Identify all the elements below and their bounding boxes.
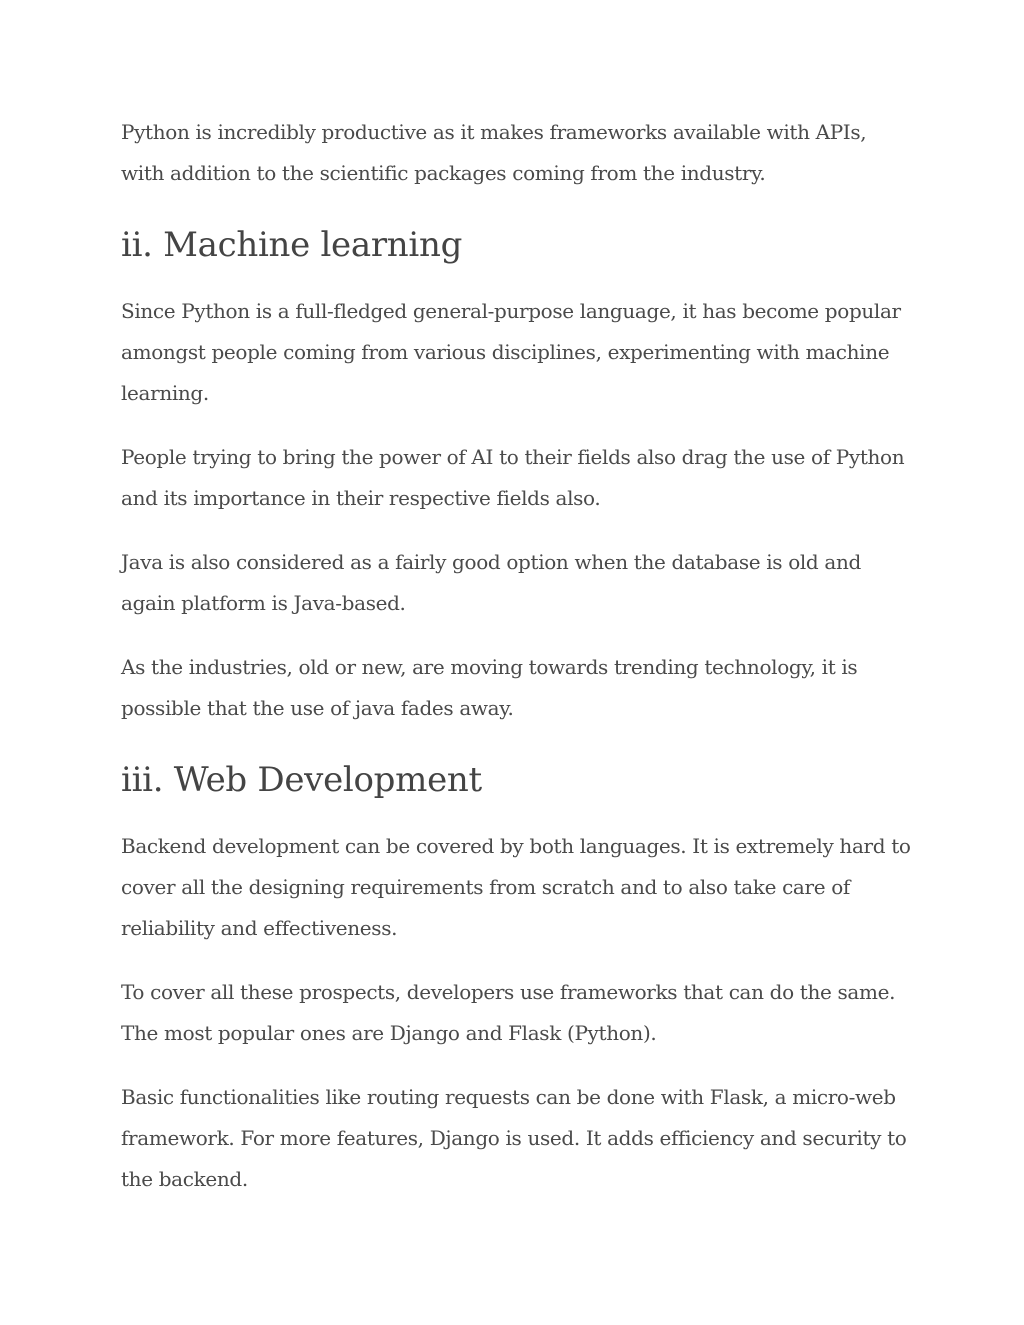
machine-learning-paragraph: People trying to bring the power of AI to their fields also drag the use of Python and its importance in their respective fields also. bbox=[121, 445, 905, 510]
heading-machine-learning: ii. Machine learning bbox=[121, 225, 463, 265]
machine-learning-section bbox=[121, 291, 911, 729]
heading-web-development: iii. Web Development bbox=[121, 760, 482, 800]
web-development-paragraph: Basic functionalities like routing requests can be done with Flask, a micro-web framework. For more features, Django is used. It adds efficiency and security to the backend. bbox=[121, 1085, 907, 1191]
document-page bbox=[121, 112, 911, 1200]
web-development-paragraph: Backend development can be covered by both languages. It is extremely hard to cover all the designing requirements from scratch and to also take care of reliability and effectiveness. bbox=[121, 834, 911, 940]
intro-paragraph: Python is incredibly productive as it makes frameworks available with APIs, with addition to the scientific packages coming from the industry. bbox=[121, 120, 867, 185]
web-development-paragraph: To cover all these prospects, developers use frameworks that can do the same. The most popular ones are Django and Flask (Python). bbox=[121, 980, 896, 1045]
machine-learning-paragraph: Since Python is a full-fledged general-purpose language, it has become popular amongst people coming from various disciplines, experimenting with machine learning. bbox=[121, 299, 901, 405]
machine-learning-paragraph: As the industries, old or new, are moving towards trending technology, it is possible that the use of java fades away. bbox=[121, 655, 858, 720]
machine-learning-paragraph: Java is also considered as a fairly good option when the database is old and again platform is Java-based. bbox=[121, 550, 861, 615]
web-development-section bbox=[121, 826, 911, 1200]
